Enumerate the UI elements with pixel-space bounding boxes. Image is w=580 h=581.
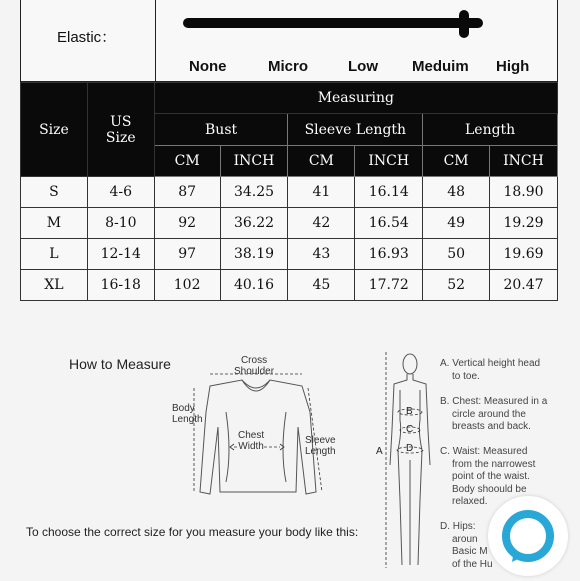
body-length-line1: Body	[172, 403, 195, 414]
table-cell: 34.25	[220, 177, 288, 208]
header-length: Length	[423, 114, 558, 146]
header-us-size-line1: US	[110, 113, 132, 130]
table-cell: 4-6	[87, 177, 154, 208]
header-us-size-line2: Size	[105, 129, 136, 146]
note-b-line: breasts and back.	[452, 421, 531, 432]
note-c-line: relaxed.	[452, 496, 488, 507]
table-cell: 36.22	[220, 208, 288, 239]
sleeve-length-line2: Length	[305, 446, 336, 457]
instruction-text: To choose the correct size for you measure your body like this:	[26, 525, 359, 539]
chat-bubble-icon	[488, 496, 568, 576]
divider	[155, 0, 156, 81]
table-cell: XL	[21, 270, 88, 301]
table-cell: 20.47	[490, 270, 558, 301]
table-cell: 8-10	[87, 208, 154, 239]
figure-label-c: C	[406, 424, 414, 435]
figure-label-a: A	[376, 446, 383, 457]
table-cell: 87	[154, 177, 220, 208]
how-to-measure-title: How to Measure	[69, 356, 171, 372]
body-length-line2: Length	[172, 414, 203, 425]
elastic-bar	[183, 18, 483, 28]
table-cell: 12-14	[87, 239, 154, 270]
note-a	[440, 358, 540, 383]
header-size: Size	[21, 83, 88, 177]
figure-label-b: B	[406, 406, 413, 417]
table-cell: 48	[423, 177, 490, 208]
elastic-indicator	[459, 10, 469, 38]
header-sleeve-length: Sleeve Length	[288, 114, 423, 146]
elastic-level-low: Low	[348, 58, 378, 75]
note-c-line: from the narrowest	[452, 458, 536, 470]
elastic-scale	[20, 0, 558, 82]
note-b-line: circle around the	[452, 408, 526, 420]
chest-width-label	[238, 430, 264, 452]
note-c-line: point of the waist.	[452, 471, 530, 482]
table-cell: S	[21, 177, 88, 208]
table-cell: 92	[154, 208, 220, 239]
unit-cm: CM	[154, 146, 220, 177]
note-d-line: aroun	[452, 533, 478, 545]
sleeve-length-label	[305, 435, 336, 457]
table-cell: 16-18	[87, 270, 154, 301]
unit-cm: CM	[423, 146, 490, 177]
table-cell: 16.14	[355, 177, 423, 208]
table-row	[21, 239, 558, 270]
cross-shoulder-line2: Shoulder	[234, 366, 275, 377]
table-cell: 38.19	[220, 239, 288, 270]
note-c-line: C. Waist: Measured	[440, 446, 528, 457]
elastic-level-none: None	[189, 58, 227, 75]
note-a-line: A. Vertical height head	[440, 358, 541, 369]
table-cell: 49	[423, 208, 490, 239]
table-cell: 102	[154, 270, 220, 301]
header-us-size	[87, 83, 154, 177]
elastic-level-medium: Meduim	[412, 58, 469, 75]
table-cell: 40.16	[220, 270, 288, 301]
body-length-label	[172, 403, 203, 425]
table-cell: 16.54	[355, 208, 423, 239]
note-c-line: Body shoould be	[452, 483, 527, 495]
unit-inch: INCH	[220, 146, 288, 177]
elastic-label: Elastic：	[57, 29, 117, 46]
note-d-line: D. Hips:	[440, 521, 476, 532]
chat-button[interactable]	[488, 496, 568, 576]
chest-width-line2: Width	[238, 441, 264, 452]
table-row	[21, 208, 558, 239]
unit-inch: INCH	[490, 146, 558, 177]
note-d	[440, 521, 493, 571]
table-cell: 41	[288, 177, 355, 208]
table-cell: 45	[288, 270, 355, 301]
table-cell: 19.29	[490, 208, 558, 239]
note-d-line: Basic M	[452, 546, 488, 557]
body-figure	[380, 350, 440, 575]
unit-inch: INCH	[355, 146, 423, 177]
table-cell: 18.90	[490, 177, 558, 208]
figure-label-d: D	[406, 443, 414, 454]
note-a-line: to toe.	[452, 370, 480, 382]
table-cell: M	[21, 208, 88, 239]
cross-shoulder-label	[234, 355, 274, 377]
elastic-level-high: High	[496, 58, 530, 75]
table-cell: 42	[288, 208, 355, 239]
table-row	[21, 270, 558, 301]
note-d-line: of the Hu	[452, 558, 493, 570]
note-b-line: B. Chest: Measured in a	[440, 396, 548, 407]
table-row	[21, 177, 558, 208]
table-cell: 16.93	[355, 239, 423, 270]
table-cell: 17.72	[355, 270, 423, 301]
size-chart-table	[20, 82, 558, 301]
header-bust: Bust	[154, 114, 288, 146]
cross-shoulder-line1: Cross	[240, 355, 268, 366]
elastic-level-micro: Micro	[268, 58, 309, 75]
table-cell: L	[21, 239, 88, 270]
table-cell: 50	[423, 239, 490, 270]
header-measuring: Measuring	[154, 83, 557, 114]
table-cell: 52	[423, 270, 490, 301]
chest-width-line1: Chest	[238, 430, 265, 441]
note-b	[440, 396, 547, 434]
table-cell: 43	[288, 239, 355, 270]
table-cell: 97	[154, 239, 220, 270]
sleeve-length-line1: Sleeve	[305, 435, 336, 446]
unit-cm: CM	[288, 146, 355, 177]
table-cell: 19.69	[490, 239, 558, 270]
